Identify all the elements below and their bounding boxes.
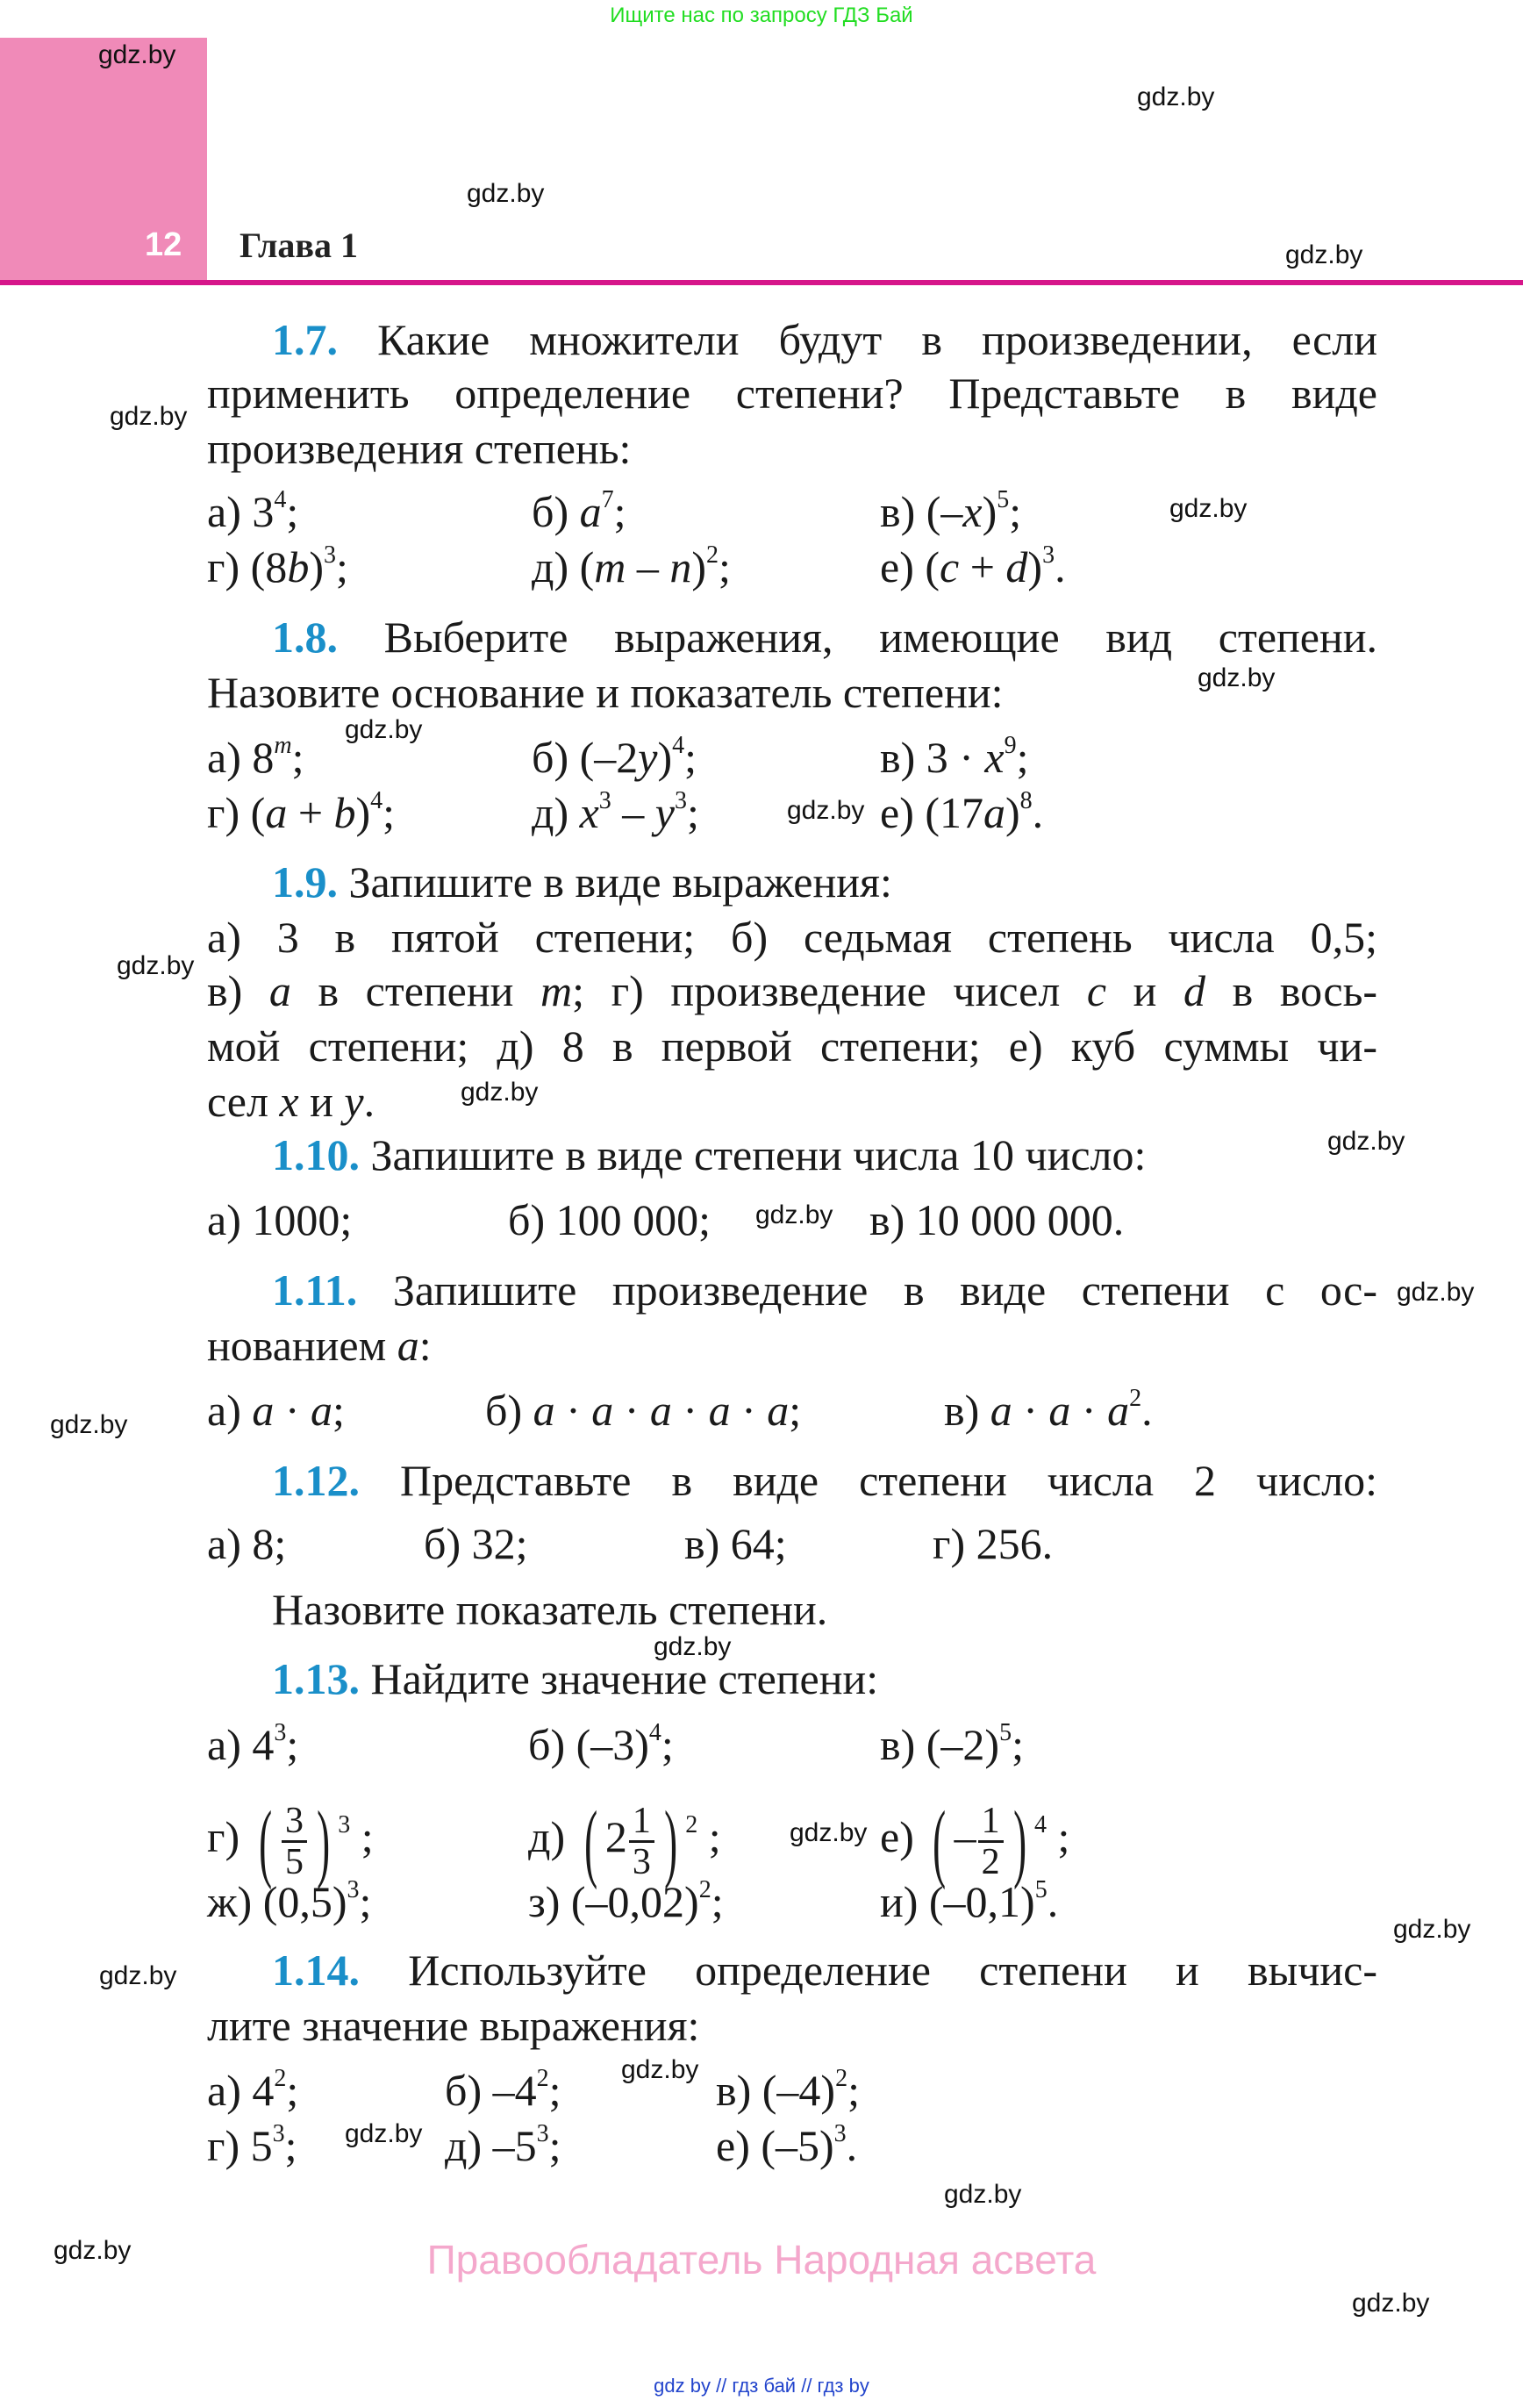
- exponent: 2: [1129, 1385, 1142, 1412]
- exponent: 3: [675, 787, 687, 814]
- problem-1-13-text: 1.13. Найдите значение степени:: [272, 1654, 879, 1703]
- watermark: gdz.by: [787, 796, 865, 825]
- exponent: 3: [272, 2120, 285, 2147]
- problem-1-8-text: 1.8. Выберите выражения, имеющие вид степени.: [272, 613, 1377, 662]
- exponent: 2: [835, 2065, 848, 2092]
- problem-1-8-text: Назовите основание и показатель степени:: [207, 668, 1004, 717]
- variable: x: [279, 1077, 299, 1126]
- parenthesis: ): [317, 1792, 331, 1890]
- item: ж) $(0,5)^3$;: [207, 1876, 372, 1926]
- watermark: gdz.by: [467, 179, 545, 208]
- denominator: 2: [981, 1842, 1000, 1882]
- watermark: gdz.by: [755, 1200, 833, 1229]
- variable: b: [333, 788, 356, 837]
- exponent: 2: [698, 1876, 711, 1903]
- exponent: 3: [536, 2120, 549, 2147]
- item: б) 32;: [424, 1519, 528, 1568]
- problem-1-9-text: сел x и y.: [207, 1077, 375, 1126]
- variable: a: [1107, 1386, 1130, 1435]
- variable: m: [540, 966, 573, 1015]
- item: е) $(-5)^3$.: [716, 2120, 858, 2170]
- watermark: gdz.by: [1198, 663, 1276, 692]
- variable: a: [990, 1386, 1012, 1435]
- problem-1-9-text: в) a в степени m; г) произведение чисел c и d в вось-: [207, 966, 1378, 1015]
- exponent: 8: [1019, 787, 1033, 814]
- item: е) $(17a)^8$.: [880, 787, 1044, 837]
- exponent: 4: [370, 787, 383, 814]
- variable: a: [252, 1386, 275, 1435]
- problem-number: 1.10.: [272, 1130, 360, 1179]
- denominator: 5: [284, 1842, 304, 1882]
- problem-1-10-text: 1.10. Запишите в виде степени числа 10 число:: [272, 1130, 1147, 1179]
- item: б) $a^7$;: [532, 486, 626, 536]
- item: в) $a \cdot a \cdot a^2$.: [944, 1385, 1153, 1435]
- exponent: 4: [274, 486, 287, 513]
- exponent: 3: [833, 2120, 847, 2147]
- parenthesis: ): [664, 1792, 678, 1890]
- variable: m: [594, 542, 626, 591]
- exponent: 4: [1033, 1810, 1047, 1838]
- numerator: 3: [282, 1802, 307, 1843]
- item: з) $(-0,02)^2$;: [528, 1876, 724, 1926]
- problem-number: 1.9.: [272, 857, 338, 907]
- watermark: gdz.by: [944, 2180, 1022, 2209]
- variable: a: [533, 1386, 555, 1435]
- watermark: gdz.by: [50, 1410, 128, 1439]
- exponent: 4: [672, 732, 685, 759]
- variable: x: [579, 788, 599, 837]
- parenthesis: ): [1012, 1792, 1026, 1890]
- variable: a: [268, 966, 291, 1015]
- footer-links[interactable]: gdz by // гдз бай // гдз by: [654, 2375, 869, 2397]
- problem-1-9-text: а) 3 в пятой степени; б) седьмая степень числа 0,5;: [207, 913, 1377, 962]
- item: б) $(-2y)^4$;: [532, 732, 697, 782]
- item: в) $(-4)^2$;: [716, 2065, 860, 2115]
- variable: d: [1183, 966, 1206, 1015]
- exponent: 3: [347, 1876, 360, 1903]
- exponent: 4: [648, 1719, 661, 1746]
- chapter-title: Глава 1: [240, 226, 358, 265]
- item: е) $(c + d)^3$.: [880, 541, 1066, 591]
- watermark: gdz.by: [1169, 494, 1248, 523]
- header-rule: [0, 280, 1523, 285]
- watermark: gdz.by: [790, 1818, 868, 1847]
- problem-number: 1.11.: [272, 1265, 358, 1315]
- item: г) $(8b)^3$;: [207, 541, 348, 591]
- variable: x: [984, 733, 1005, 782]
- watermark: gdz.by: [98, 40, 176, 69]
- item: д) (m – n)$^2$;: [532, 541, 731, 591]
- variable: a: [983, 788, 1005, 837]
- watermark: gdz.by: [1393, 1915, 1471, 1944]
- item: а) 1000;: [207, 1195, 353, 1244]
- problem-number: 1.13.: [272, 1654, 360, 1703]
- exponent: m: [274, 732, 292, 759]
- item: б) $(-3)^4$;: [528, 1719, 674, 1769]
- exponent: 2: [536, 2065, 549, 2092]
- exponent: 7: [601, 486, 614, 513]
- item: б) 100 000;: [508, 1195, 711, 1244]
- watermark: gdz.by: [621, 2055, 699, 2084]
- problem-1-7-text: 1.7. Какие множители будут в произведении, если: [272, 315, 1377, 364]
- copyright-notice: Правообладатель Народная асвета: [426, 2237, 1097, 2283]
- item: в) 64;: [684, 1519, 787, 1568]
- item: г) ( $\frac{3}{5}$ ) $^3$ ;: [207, 1792, 374, 1890]
- variable: y: [654, 788, 675, 837]
- parenthesis: (: [583, 1792, 597, 1890]
- problem-number: 1.7.: [272, 315, 338, 364]
- variable: a: [649, 1386, 672, 1435]
- watermark: gdz.by: [654, 1632, 732, 1661]
- item: в) $(-x)^5$;: [880, 486, 1022, 536]
- watermark: gdz.by: [1397, 1278, 1475, 1307]
- variable: b: [287, 542, 310, 591]
- item: а) 8$^m$;: [207, 732, 304, 782]
- watermark: gdz.by: [345, 2119, 423, 2148]
- watermark: gdz.by: [99, 1961, 177, 1990]
- problem-1-14-text: 1.14. Используйте определение степени и вычис-: [272, 1946, 1377, 1995]
- watermark: gdz.by: [1327, 1127, 1405, 1156]
- item: е) ( – $\frac{1}{2}$ ) $^4$ ;: [880, 1792, 1070, 1890]
- watermark: gdz.by: [110, 402, 188, 431]
- top-banner: Ищите нас по запросу ГДЗ Бай: [610, 4, 913, 27]
- item: в) $3 \cdot x^9$;: [880, 732, 1029, 782]
- variable: y: [344, 1077, 364, 1126]
- problem-1-7-text: применить определение степени? Представьте в виде: [207, 369, 1377, 418]
- watermark: gdz.by: [1137, 82, 1215, 111]
- item: г) 256.: [933, 1519, 1054, 1568]
- watermark: gdz.by: [117, 951, 195, 980]
- variable: a: [1048, 1386, 1071, 1435]
- variable: a: [708, 1386, 731, 1435]
- variable: c: [1086, 966, 1107, 1015]
- variable: a: [397, 1321, 419, 1370]
- problem-number: 1.8.: [272, 613, 338, 662]
- variable: n: [669, 542, 692, 591]
- exponent: 3: [1042, 541, 1055, 569]
- item: а) $4^2$;: [207, 2065, 299, 2115]
- variable: x: [962, 487, 983, 536]
- problem-1-12-note: Назовите показатель степени.: [272, 1585, 828, 1634]
- problem-number: 1.14.: [272, 1946, 360, 1995]
- item: а) 8;: [207, 1519, 287, 1568]
- exponent: 2: [706, 541, 719, 569]
- variable: y: [638, 733, 658, 782]
- item: б) a · a · a · a · a;: [485, 1386, 802, 1435]
- fraction: [282, 1802, 307, 1881]
- item: д) ( 2 $\frac{1}{3}$ ) $^2$ ;: [528, 1792, 721, 1890]
- page-number: 12: [145, 226, 182, 263]
- item: д) $x^3 - y^3$;: [532, 787, 699, 837]
- item: а) a · a;: [207, 1386, 345, 1435]
- item: в) 10 000 000.: [869, 1195, 1125, 1244]
- watermark: gdz.by: [1285, 240, 1363, 269]
- problem-1-9-text: 1.9. Запишите в виде выражения:: [272, 857, 892, 907]
- watermark: gdz.by: [461, 1078, 539, 1107]
- item: в) $(-2)^5$;: [880, 1719, 1024, 1769]
- exponent: 3: [323, 541, 336, 569]
- item: д) $-5^3$;: [445, 2120, 561, 2170]
- parenthesis: (: [258, 1792, 272, 1890]
- variable: a: [265, 788, 288, 837]
- problem-1-9-text: мой степени; д) 8 в первой степени; е) куб суммы чи-: [207, 1021, 1377, 1071]
- problem-1-11-text: 1.11. Запишите произведение в виде степени с ос-: [272, 1265, 1377, 1315]
- problem-1-11-text: нованием a:: [207, 1321, 432, 1370]
- exponent: 9: [1004, 732, 1017, 759]
- exponent: 3: [598, 787, 611, 814]
- exponent: 3: [338, 1810, 351, 1838]
- watermark: gdz.by: [345, 715, 423, 744]
- item: б) $-4^2$;: [445, 2065, 561, 2115]
- variable: c: [940, 542, 960, 591]
- denominator: 3: [632, 1842, 651, 1882]
- item: а) $3^4$;: [207, 486, 299, 536]
- variable: a: [579, 487, 602, 536]
- item: г) $5^3$;: [207, 2120, 297, 2170]
- variable: a: [591, 1386, 614, 1435]
- variable: a: [311, 1386, 332, 1435]
- fraction: [978, 1802, 1004, 1881]
- exponent: 3: [274, 1719, 287, 1746]
- watermark: gdz.by: [54, 2236, 132, 2265]
- problem-number: 1.12.: [272, 1456, 360, 1505]
- numerator: 1: [629, 1802, 654, 1843]
- exponent: 2: [274, 2065, 287, 2092]
- watermark: gdz.by: [1352, 2289, 1430, 2318]
- exponent: 2: [685, 1810, 698, 1838]
- item: и) $(-0,1)^5$.: [880, 1876, 1059, 1926]
- item: а) $4^3$;: [207, 1719, 299, 1769]
- problem-1-14-text: лите значение выражения:: [207, 2001, 700, 2050]
- variable: d: [1005, 542, 1028, 591]
- fraction: [629, 1802, 654, 1881]
- problem-1-12-text: 1.12. Представьте в виде степени числа 2 число:: [272, 1456, 1377, 1505]
- parenthesis: (: [933, 1792, 947, 1890]
- exponent: 5: [1034, 1876, 1048, 1903]
- problem-1-7-text: произведения степень:: [207, 424, 632, 473]
- exponent: 5: [999, 1719, 1012, 1746]
- variable: a: [767, 1386, 790, 1435]
- exponent: 5: [997, 486, 1010, 513]
- numerator: 1: [978, 1802, 1004, 1843]
- item: г) $(a + b)^4$;: [207, 787, 396, 837]
